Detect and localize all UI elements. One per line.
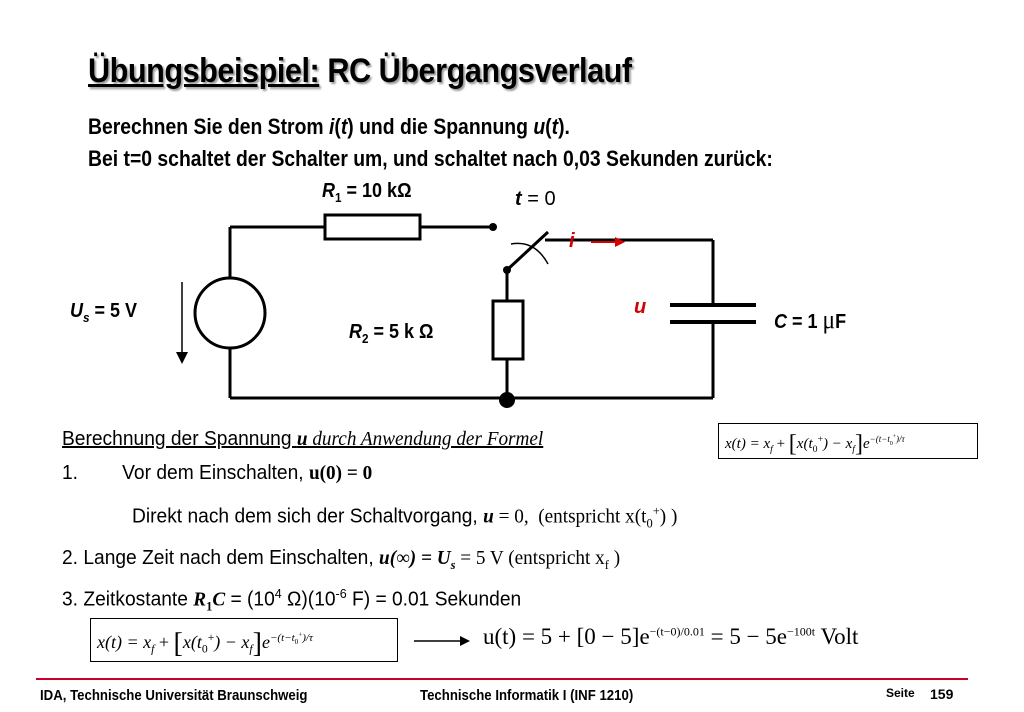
formula-exp-sup: + bbox=[892, 434, 897, 440]
formula-lhs: x(t) = x bbox=[725, 436, 771, 452]
formula-box-bottom bbox=[90, 618, 398, 662]
formula-e: e bbox=[863, 436, 870, 452]
c-label bbox=[774, 305, 846, 335]
current-label: i bbox=[569, 230, 575, 252]
formula-b-f: f bbox=[151, 642, 155, 656]
r1-sub: 1 bbox=[335, 190, 342, 205]
footer-course: Technische Informatik I (INF 1210) bbox=[420, 687, 634, 704]
step-1b-note-sup: + bbox=[652, 503, 660, 518]
switch-contact-bottom bbox=[503, 266, 511, 274]
formula-bottom bbox=[97, 628, 313, 660]
c-mu: μ bbox=[822, 305, 836, 334]
switch-eq: = 0 bbox=[521, 188, 556, 210]
formula-b-exp: −(t−t bbox=[270, 632, 295, 644]
step-2-math: u(∞) = U bbox=[379, 547, 451, 569]
result-exp: −(t−0)/0.01 bbox=[649, 624, 705, 639]
formula-b-exp-sup: + bbox=[298, 630, 303, 639]
result-arrow bbox=[412, 634, 472, 648]
formula-mid2: ) − x bbox=[823, 436, 853, 452]
voltage-u-label: u bbox=[634, 296, 647, 318]
bracket-b-open: [ bbox=[173, 628, 183, 659]
bracket-open: [ bbox=[788, 431, 797, 457]
task-i: i bbox=[328, 114, 335, 139]
step-3-exp2: -6 bbox=[335, 586, 347, 601]
task-text: Berechnen Sie den Strom bbox=[88, 114, 329, 139]
heading-text: Berechnung der Spannung bbox=[62, 428, 297, 450]
title-rest: RC Übergangsverlauf bbox=[319, 52, 632, 90]
formula-b-mid: x(t bbox=[182, 632, 202, 652]
c-unit: F bbox=[835, 311, 847, 333]
step-3-c: C bbox=[212, 588, 226, 611]
switch-t: t bbox=[515, 188, 522, 210]
step-3-rest: F) = 0.01 Sekunden bbox=[346, 588, 522, 611]
r1-name: R bbox=[322, 180, 336, 202]
r1-value: = 10 kΩ bbox=[341, 180, 412, 202]
footer-page-number: 159 bbox=[930, 686, 954, 702]
formula-f2: f bbox=[852, 444, 855, 455]
step-2 bbox=[62, 547, 620, 573]
step-1b-u: u bbox=[483, 505, 494, 528]
c-name: C bbox=[774, 311, 788, 333]
formula-f: f bbox=[770, 444, 773, 455]
formula-b-f2: f bbox=[249, 642, 253, 656]
step-2-note-sub: f bbox=[604, 557, 609, 572]
step-1b-text: Direkt nach dem sich der Schaltvorgang, bbox=[132, 505, 484, 528]
r2-sub: 2 bbox=[362, 331, 369, 346]
formula-zero: 0 bbox=[812, 444, 818, 455]
task-t-2: t bbox=[551, 114, 559, 139]
step-3 bbox=[62, 586, 521, 615]
step-1b-note: (entspricht x(t bbox=[538, 505, 647, 528]
formula-plus-sup: + bbox=[817, 434, 823, 445]
r2-name: R bbox=[349, 321, 363, 343]
step-1 bbox=[62, 462, 372, 485]
task-paren: ( bbox=[334, 114, 341, 139]
formula-b-e: e bbox=[262, 632, 270, 652]
junction-node bbox=[499, 392, 515, 408]
step-1b-note-end: ) ) bbox=[659, 505, 678, 528]
voltage-source bbox=[195, 278, 265, 348]
step-3-exp1: 4 bbox=[274, 586, 282, 601]
switch-blade bbox=[507, 232, 548, 270]
c-value: = 1 bbox=[787, 311, 823, 333]
step-2-math-rest: = 5 V bbox=[455, 547, 504, 569]
heading-rest: durch Anwendung der Formel bbox=[307, 428, 544, 450]
result-text: u(t) = 5 + [0 − 5]e bbox=[483, 624, 650, 649]
footer-rule bbox=[36, 678, 968, 680]
footer-seite: Seite bbox=[886, 686, 915, 700]
step-3-r: R bbox=[193, 588, 207, 611]
step-1b bbox=[132, 503, 677, 532]
switch-label bbox=[515, 188, 556, 211]
us-value: = 5 V bbox=[89, 300, 138, 322]
step-1-text: Vor dem Einschalten, bbox=[122, 462, 309, 484]
us-sub: s bbox=[83, 310, 90, 325]
step-2-text: 2. Lange Zeit nach dem Einschalten, bbox=[62, 547, 380, 569]
step-1b-eq: = 0, bbox=[493, 505, 529, 528]
bracket-close: ] bbox=[855, 431, 863, 457]
step-3-r-sub: 1 bbox=[206, 598, 213, 614]
step-3-eq: = (10 bbox=[225, 588, 275, 611]
task-t: t bbox=[340, 114, 348, 139]
formula-exp-zero: 0 bbox=[889, 440, 893, 447]
formula-b-plus-sup: + bbox=[207, 631, 215, 644]
formula-b-zero: 0 bbox=[201, 642, 208, 656]
us-arrow-head bbox=[176, 352, 188, 364]
result-mid: = 5 − 5e bbox=[704, 624, 788, 649]
step-1b-note-sub: 0 bbox=[646, 515, 653, 531]
step-2-math-sub: s bbox=[450, 557, 456, 572]
formula-exp: −(t−t bbox=[869, 434, 890, 444]
step-1-math: u(0) = 0 bbox=[308, 462, 373, 484]
r1-label bbox=[322, 180, 412, 205]
bracket-b-close: ] bbox=[252, 628, 262, 659]
formula-exp-end: )/τ bbox=[896, 434, 905, 444]
switch-contact-top bbox=[489, 223, 497, 231]
task-u: u bbox=[533, 114, 546, 139]
formula-plus: + bbox=[772, 436, 789, 452]
footer-institution: IDA, Technische Universität Braunschweig bbox=[40, 687, 308, 704]
r2-label bbox=[349, 321, 433, 346]
resistor-r2 bbox=[493, 301, 523, 359]
formula-mid: x(t bbox=[796, 436, 813, 452]
task-line-2: Bei t=0 schaltet der Schalter um, und schaltet nach 0,03 Sekunden zurück: bbox=[88, 146, 773, 171]
heading-u: u bbox=[296, 428, 308, 450]
formula-b-plus: + bbox=[154, 632, 174, 652]
formula-b-exp-end: )/τ bbox=[302, 632, 313, 644]
formula-b-mid2: ) − x bbox=[214, 632, 250, 652]
result-equation bbox=[483, 624, 858, 650]
formula-box-top bbox=[718, 423, 978, 459]
step-3-text: 3. Zeitkostante bbox=[62, 588, 194, 611]
result-unit: Volt bbox=[815, 624, 859, 649]
title-prefix: Übungsbeispiel: bbox=[88, 52, 320, 90]
step-2-note-end: ) bbox=[608, 547, 621, 569]
us-name: U bbox=[70, 300, 84, 322]
step-3-ohm: Ω)(10 bbox=[281, 588, 336, 611]
step-1-num: 1. bbox=[62, 462, 79, 484]
us-label bbox=[70, 300, 137, 325]
task-text-2: ) und die Spannung bbox=[347, 114, 534, 139]
formula-b-lhs: x(t) = x bbox=[97, 632, 152, 652]
section-heading bbox=[62, 428, 543, 451]
r2-value: = 5 k Ω bbox=[368, 321, 434, 343]
result-exp2: −100t bbox=[787, 624, 816, 639]
task-paren-2: ( bbox=[545, 114, 552, 139]
formula-top bbox=[725, 431, 905, 458]
step-2-note: (entspricht x bbox=[503, 547, 605, 569]
resistor-r1 bbox=[325, 215, 420, 239]
task-end: ). bbox=[558, 114, 570, 139]
formula-b-exp-zero: 0 bbox=[294, 638, 299, 647]
